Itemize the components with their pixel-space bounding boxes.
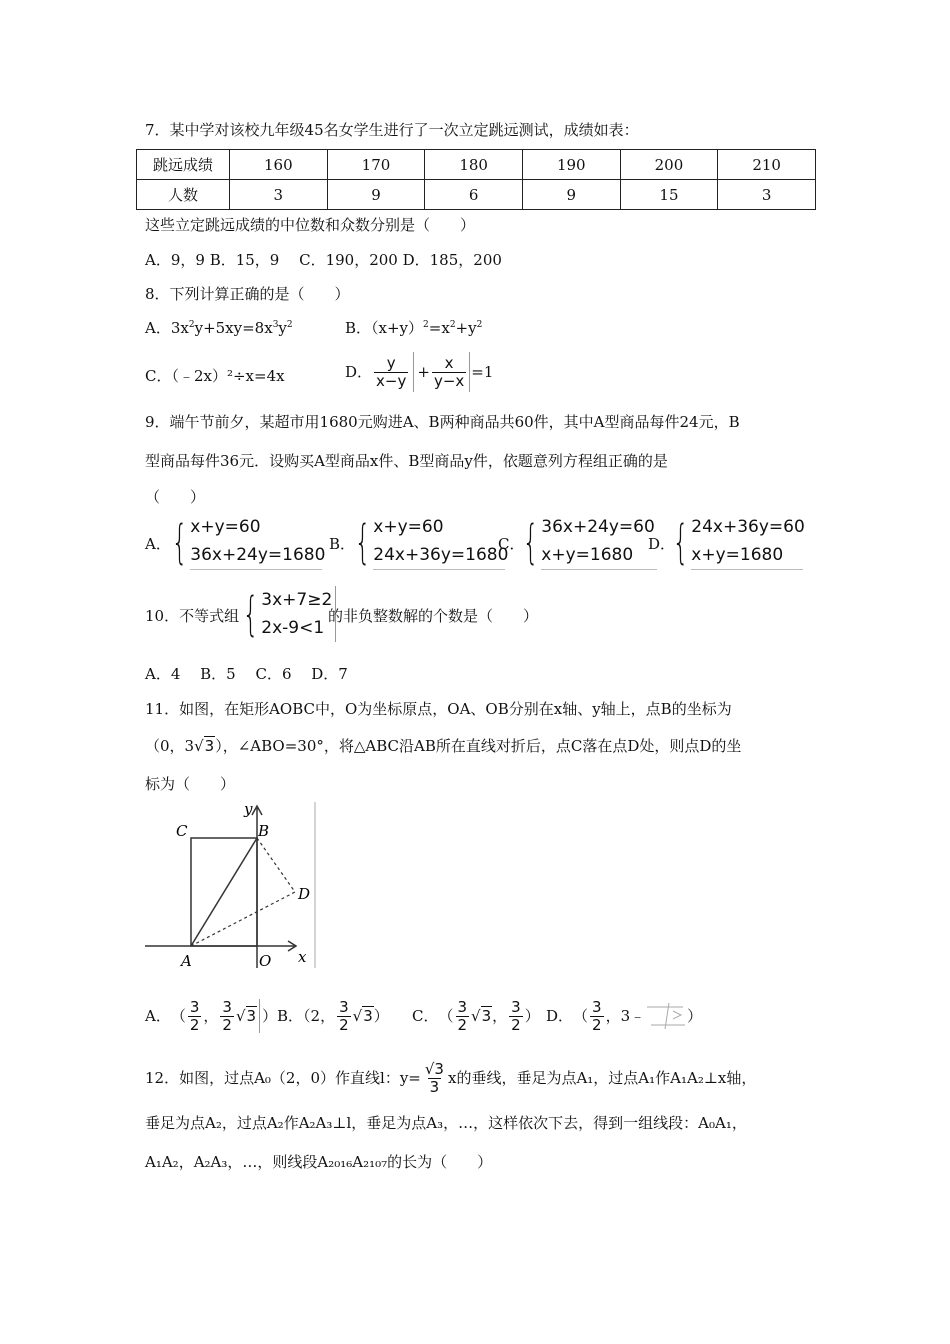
equation: 36x+24y=1680: [190, 545, 326, 565]
radicand: 3: [363, 1007, 373, 1025]
table-cell: 6: [425, 180, 523, 210]
label-d: D: [298, 885, 311, 903]
q9-option-a-system: [165, 513, 326, 570]
q11-option-b: B．（2， $\frac{3}{2}$ √3 ）: [277, 997, 389, 1034]
brace-icon: {: [672, 514, 689, 569]
q9-line-1: 9．端午节前夕，某超市用1680元购进A、B两种商品共60件，其中A型商品每件24元，B: [145, 413, 740, 431]
fraction: [337, 999, 351, 1034]
fraction-numerator: 3: [511, 997, 521, 1016]
diagonal-ab: [191, 838, 257, 946]
fraction: [188, 999, 202, 1034]
fraction-numerator: 3: [222, 997, 232, 1016]
q7-stem: 7．某中学对该校九年级45名女学生进行了一次立定跳远测试，成绩如表：: [145, 121, 639, 139]
fraction-denominator: 2: [511, 1015, 521, 1034]
label-a: A: [181, 952, 192, 970]
divider: [413, 352, 414, 392]
table-cell: 3: [718, 180, 816, 210]
table-cell: 170: [327, 150, 425, 180]
q11-option-a: A． （ $\frac{3}{2}$ ， $\frac{3}{2}$ √3 ）: [145, 997, 278, 1034]
fraction: [220, 999, 234, 1034]
table-cell: 3: [230, 180, 328, 210]
radicand: 3: [481, 1007, 492, 1025]
q8-d-fraction-1: [374, 355, 408, 390]
radicand: 3: [204, 737, 215, 755]
dashed-ad: [191, 892, 295, 946]
equation: 36x+24y=60: [541, 517, 655, 537]
option-label: C．: [412, 1007, 439, 1025]
q8-option-c: C．（﹣2x）²÷x=4x: [145, 367, 285, 385]
label-y: y: [244, 800, 253, 818]
q8-option-d: D． $\frac{y}{x-y}$ + $\frac{x}{y-x}$ =1: [345, 352, 493, 392]
table-cell: 210: [718, 150, 816, 180]
fraction: [590, 999, 604, 1034]
label-o: O: [259, 952, 272, 970]
brace-icon: {: [354, 514, 371, 569]
fraction-denominator: 2: [339, 1015, 349, 1034]
q11-line-2a: （0，3: [145, 737, 195, 755]
brace-icon: {: [242, 587, 259, 641]
q8-stem: 8．下列计算正确的是（ ）: [145, 285, 350, 303]
fraction: [456, 999, 470, 1034]
table-cell: 200: [620, 150, 718, 180]
score-table: [136, 149, 816, 210]
radicand: 3: [246, 1007, 257, 1025]
divider: [469, 352, 470, 392]
equation: x+y=60: [190, 517, 261, 537]
fraction-denominator: y−x: [433, 371, 465, 390]
q8-option-b: B．$(x+y)^2=x^2+y^2$: [345, 319, 483, 337]
q9-line-2: 型商品每件36元．设购买A型商品x件、B型商品y件，依题意列方程组正确的是: [145, 452, 668, 470]
q11-line-3: 标为（ ）: [145, 775, 236, 793]
label-x: x: [298, 948, 307, 966]
q8-d-label: D．: [345, 363, 373, 381]
q11-d-tail: ，3﹣: [605, 1007, 646, 1025]
q9-line-3: （ ）: [145, 488, 206, 506]
q12-line-1a: 12．如图，过点A₀（2，0）作直线l：y=: [145, 1069, 421, 1087]
fraction-numerator: 3: [592, 997, 602, 1016]
q11-line-2b: ），∠ABO=30°，将△ABC沿AB所在直线对折后，点C落在点D处，则点D的坐: [215, 737, 742, 755]
fraction-denominator: x−y: [376, 371, 407, 390]
q8-d-tail: =1: [471, 363, 494, 381]
option-label: A．: [145, 1007, 171, 1025]
inequality: 2x-9<1: [261, 618, 325, 638]
table-cell: 190: [522, 150, 620, 180]
fraction-denominator: 2: [222, 1015, 232, 1034]
q9-option-a-label: A．: [145, 535, 171, 553]
q8-a-label: A．: [145, 319, 171, 337]
sqrt: √3: [235, 1007, 257, 1025]
label-b: B: [258, 822, 270, 840]
q9-option-c-label: C．: [498, 535, 525, 553]
q8-option-a: A．$3x^2y+5xy=8x^3y^2$: [145, 319, 293, 337]
q12-line-2: 垂足为点A₂，过点A₂作A₂A₃⊥l，垂足为点A₃，…，这样依次下去，得到一组线段：A₀A₁，: [145, 1114, 747, 1132]
option-label: B．（2，: [277, 1007, 336, 1025]
fraction-denominator: 2: [189, 1015, 200, 1034]
sqrt: √3: [471, 1007, 492, 1025]
fraction-numerator: x: [444, 353, 454, 372]
sqrt: √3: [352, 1007, 373, 1025]
fraction-numerator: 3: [189, 997, 200, 1016]
table-row: [137, 150, 816, 180]
q10-suffix: 的非负整数解的个数是（ ）: [328, 607, 539, 625]
inequality: 3x+7≥2: [261, 590, 333, 610]
divider: [259, 999, 260, 1033]
fraction: [423, 1061, 446, 1096]
q8-d-fraction-2: [432, 355, 466, 390]
q12-line-1: [145, 1056, 756, 1100]
broken-image-icon: [645, 1001, 687, 1031]
table-cell: 9: [327, 180, 425, 210]
q11-option-c: C． （ $\frac{3}{2}$ √3 ， $\frac{3}{2}$ ）: [412, 997, 540, 1034]
fraction: [509, 999, 523, 1034]
q9-option-c-system: [516, 513, 657, 570]
q10-system: [236, 586, 336, 642]
equation: x+y=1680: [541, 545, 634, 565]
fraction-numerator: 3: [339, 997, 349, 1016]
table-cell: 人数: [137, 180, 230, 210]
table-cell: 180: [425, 150, 523, 180]
option-label: D．: [546, 1007, 574, 1025]
q11-line-1: 11．如图，在矩形AOBC中，O为坐标原点，OA、OB分别在x轴、y轴上，点B的坐标为: [145, 700, 732, 718]
q11-figure: [140, 800, 320, 970]
q10-options: A．4 B．5 C．6 D．7: [145, 665, 348, 683]
q12-line-1b: x的垂线，垂足为点A₁，过点A₁作A₁A₂⊥x轴，: [447, 1069, 757, 1087]
q9-option-b-label: B．: [329, 535, 356, 553]
q11-line-2: [145, 736, 741, 756]
sqrt: √3: [194, 737, 215, 755]
equation: 24x+36y=1680: [373, 545, 509, 565]
q8-b-label: B．: [345, 319, 372, 337]
q9-option-d-system: [666, 513, 803, 570]
table-row: [137, 180, 816, 210]
equation: x+y=1680: [691, 545, 784, 565]
table-cell: 跳远成绩: [137, 150, 230, 180]
fraction-numerator: √3: [424, 1059, 444, 1078]
equation: 24x+36y=60: [691, 517, 805, 537]
q9-option-d-label: D．: [648, 535, 676, 553]
fraction-numerator: 3: [457, 997, 468, 1016]
q11-option-d: D． （ $\frac{3}{2}$ ，3﹣ ）: [546, 997, 703, 1034]
table-cell: 9: [522, 180, 620, 210]
q7-question: 这些立定跳远成绩的中位数和众数分别是（ ）: [145, 216, 476, 234]
q9-option-b-system: [348, 513, 509, 570]
dashed-bd: [257, 838, 295, 892]
fraction-denominator: 3: [429, 1077, 440, 1096]
label-c: C: [176, 822, 188, 840]
q12-line-3: A₁A₂，A₂A₃，…，则线段A₂₀₁₆A₂₁₀₇的长为（ ）: [145, 1153, 493, 1171]
brace-icon: {: [522, 514, 539, 569]
fraction-denominator: 2: [457, 1015, 468, 1034]
brace-icon: {: [171, 514, 188, 569]
equation: x+y=60: [373, 517, 444, 537]
fraction-denominator: 2: [592, 1015, 602, 1034]
q7-options: A．9，9 B．15，9 C．190，200 D．185，200: [145, 251, 502, 269]
table-cell: 15: [620, 180, 718, 210]
table-cell: 160: [230, 150, 328, 180]
fraction-numerator: y: [386, 353, 396, 372]
q10-prefix: 10．不等式组: [145, 607, 240, 625]
